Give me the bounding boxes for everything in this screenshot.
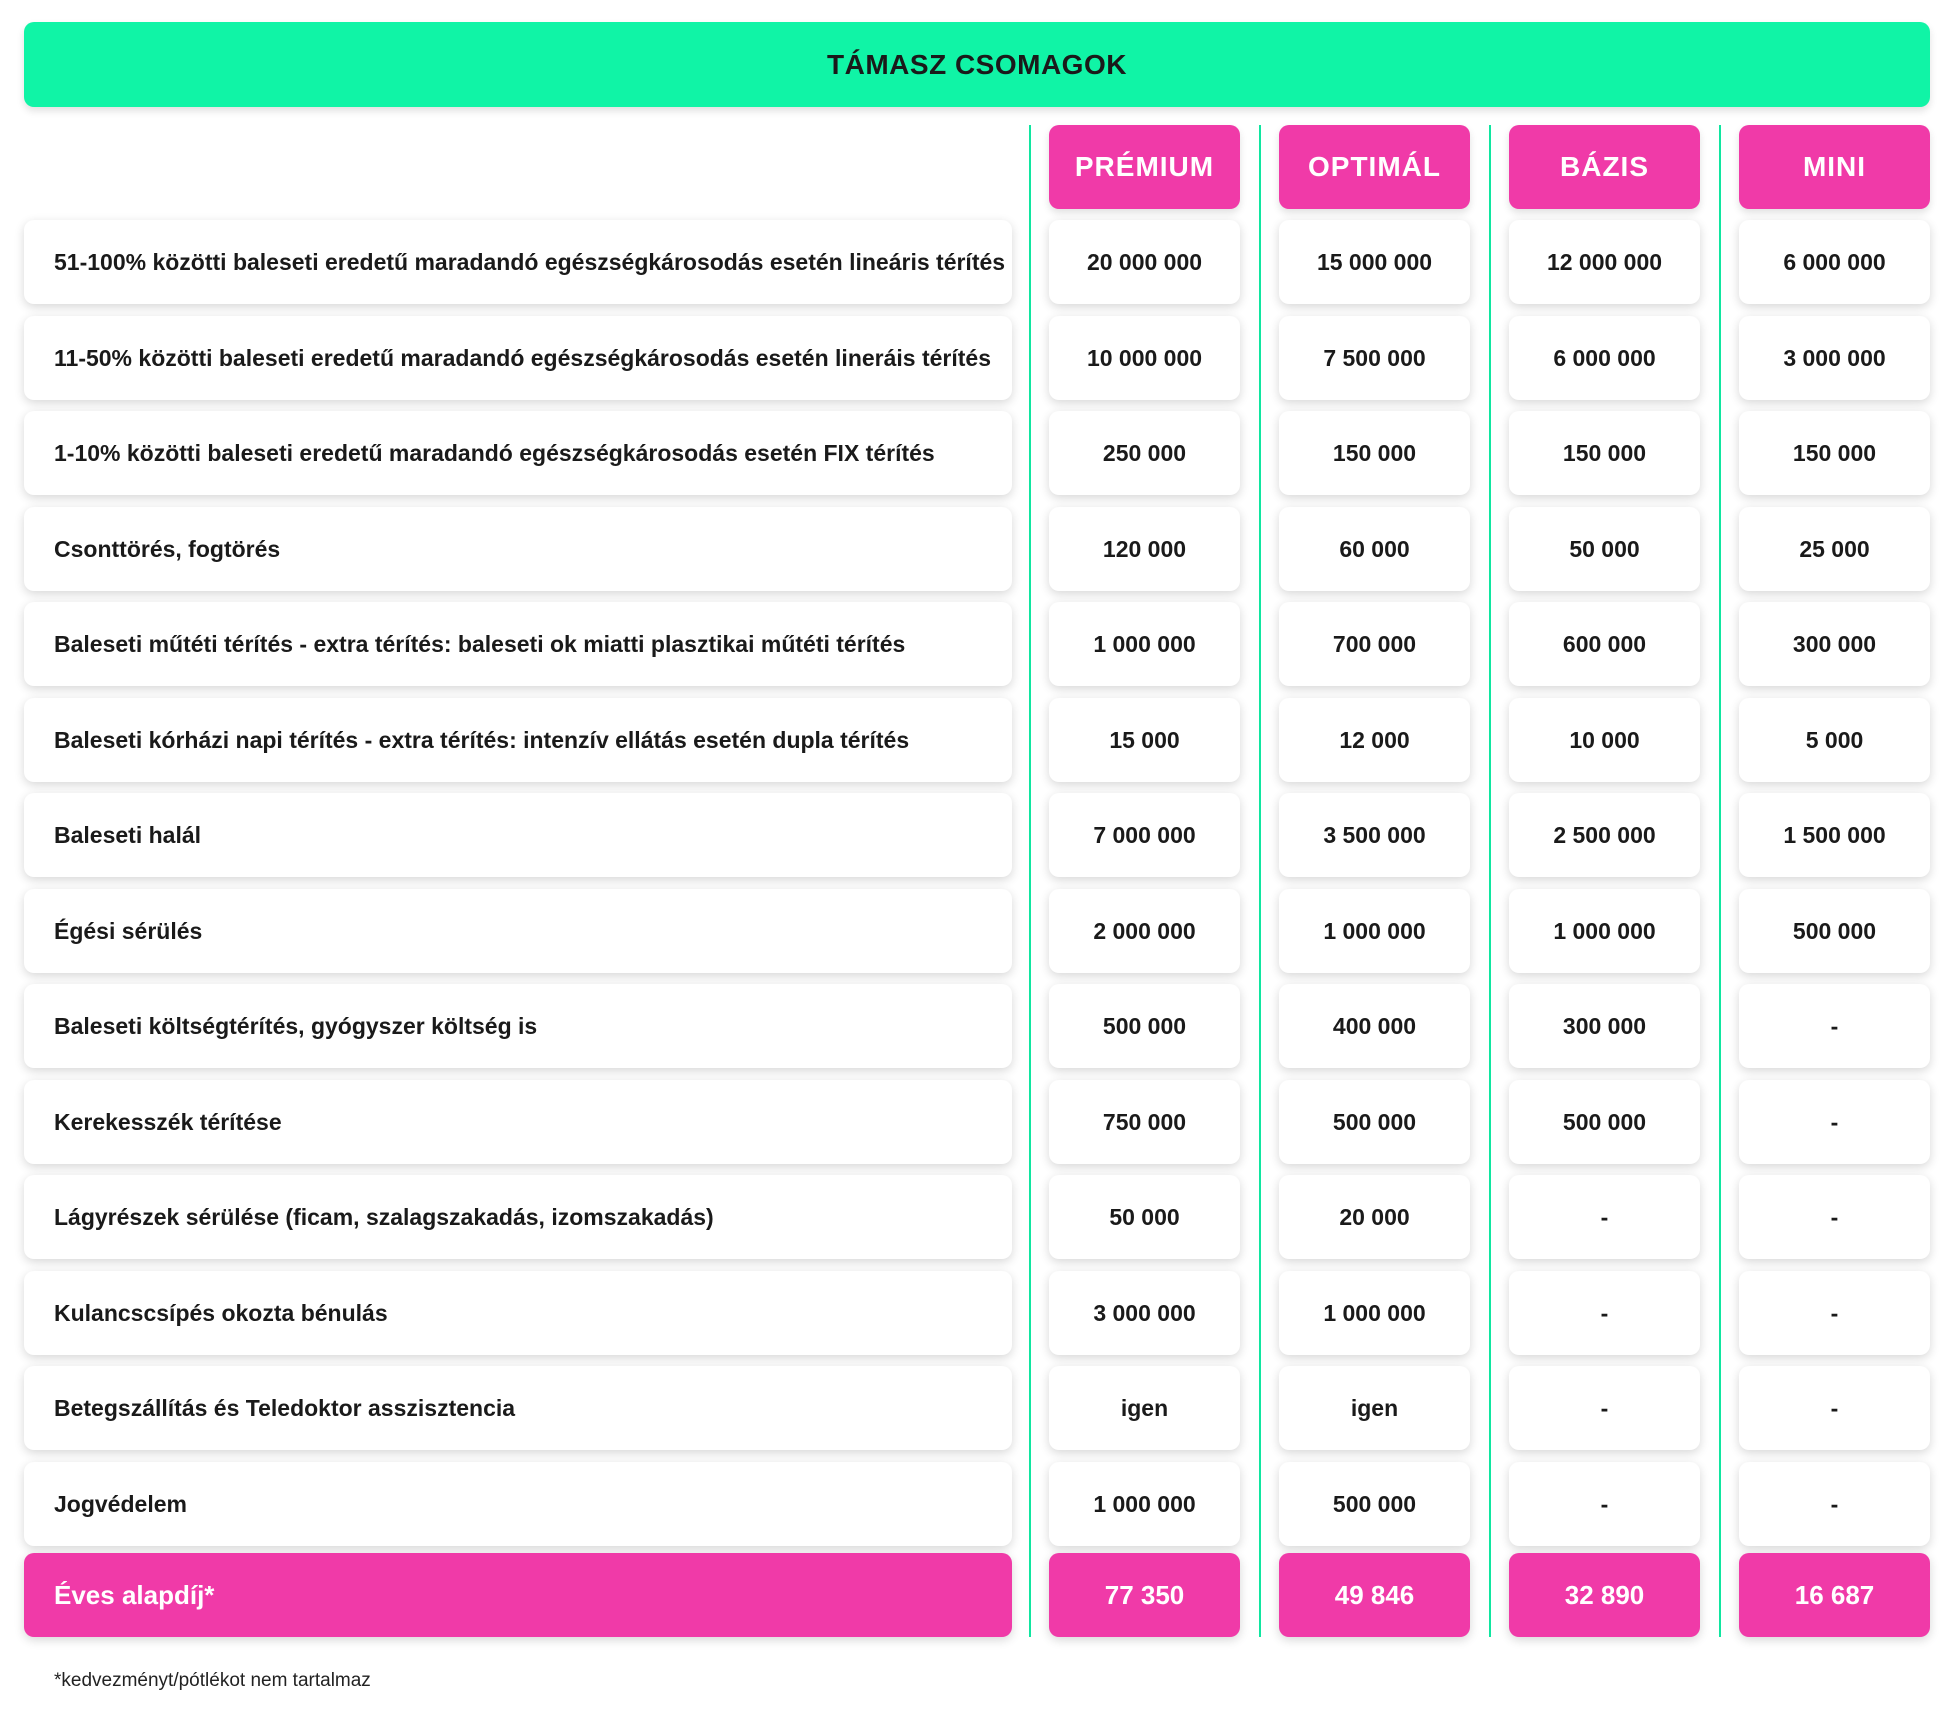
package-header-optimal: OPTIMÁL	[1279, 125, 1470, 209]
benefit-value: 6 000 000	[1509, 316, 1700, 400]
benefit-value: -	[1739, 1462, 1930, 1546]
benefit-value: 2 500 000	[1509, 793, 1700, 877]
benefit-value: 10 000 000	[1049, 316, 1240, 400]
benefit-value: 150 000	[1739, 411, 1930, 495]
benefit-value: 250 000	[1049, 411, 1240, 495]
column-divider	[1489, 125, 1491, 1637]
benefit-label: Kerekesszék térítése	[24, 1080, 1012, 1164]
benefit-value: igen	[1049, 1366, 1240, 1450]
benefit-value: 400 000	[1279, 984, 1470, 1068]
annual-fee-premium: 77 350	[1049, 1553, 1240, 1637]
annual-fee-bazis: 32 890	[1509, 1553, 1700, 1637]
annual-fee-label: Éves alapdíj*	[24, 1553, 1012, 1637]
benefit-label: Csonttörés, fogtörés	[24, 507, 1012, 591]
benefit-label: 1-10% közötti baleseti eredetű maradandó egészségkárosodás esetén FIX térítés	[24, 411, 1012, 495]
benefit-value: igen	[1279, 1366, 1470, 1450]
benefit-label: Baleseti műtéti térítés - extra térítés: baleseti ok miatti plasztikai műtéti térítés	[24, 602, 1012, 686]
benefit-value: 500 000	[1279, 1080, 1470, 1164]
benefit-value: 500 000	[1739, 889, 1930, 973]
benefit-value: 150 000	[1509, 411, 1700, 495]
benefit-label: Baleseti halál	[24, 793, 1012, 877]
benefit-value: 1 000 000	[1049, 1462, 1240, 1546]
benefit-label: Égési sérülés	[24, 889, 1012, 973]
benefit-value: 150 000	[1279, 411, 1470, 495]
annual-fee-mini: 16 687	[1739, 1553, 1930, 1637]
benefit-value: 500 000	[1049, 984, 1240, 1068]
benefit-value: 1 000 000	[1279, 1271, 1470, 1355]
annual-fee-optimal: 49 846	[1279, 1553, 1470, 1637]
benefit-value: 750 000	[1049, 1080, 1240, 1164]
package-header-premium: PRÉMIUM	[1049, 125, 1240, 209]
benefit-value: 15 000	[1049, 698, 1240, 782]
benefit-label: Jogvédelem	[24, 1462, 1012, 1546]
footnote: *kedvezményt/pótlékot nem tartalmaz	[54, 1670, 371, 1691]
benefit-value: -	[1739, 1175, 1930, 1259]
benefit-value: 1 000 000	[1509, 889, 1700, 973]
benefit-value: 5 000	[1739, 698, 1930, 782]
benefit-value: 300 000	[1739, 602, 1930, 686]
benefit-label: Baleseti kórházi napi térítés - extra térítés: intenzív ellátás esetén dupla térítés	[24, 698, 1012, 782]
benefit-value: 700 000	[1279, 602, 1470, 686]
benefit-value: 1 000 000	[1049, 602, 1240, 686]
benefit-value: 1 000 000	[1279, 889, 1470, 973]
package-header-bazis: BÁZIS	[1509, 125, 1700, 209]
benefit-value: 7 000 000	[1049, 793, 1240, 877]
column-divider	[1719, 125, 1721, 1637]
benefit-value: 12 000 000	[1509, 220, 1700, 304]
benefit-value: 15 000 000	[1279, 220, 1470, 304]
benefit-value: 25 000	[1739, 507, 1930, 591]
benefit-value: 60 000	[1279, 507, 1470, 591]
benefit-label: Lágyrészek sérülése (ficam, szalagszakadás, izomszakadás)	[24, 1175, 1012, 1259]
benefit-value: 3 000 000	[1049, 1271, 1240, 1355]
benefit-value: 600 000	[1509, 602, 1700, 686]
benefit-value: 120 000	[1049, 507, 1240, 591]
benefit-value: 1 500 000	[1739, 793, 1930, 877]
benefit-value: -	[1739, 1366, 1930, 1450]
page-title: TÁMASZ CSOMAGOK	[24, 22, 1930, 107]
benefit-value: 3 500 000	[1279, 793, 1470, 877]
benefit-value: 2 000 000	[1049, 889, 1240, 973]
benefit-value: 12 000	[1279, 698, 1470, 782]
benefit-label: Baleseti költségtérítés, gyógyszer költség is	[24, 984, 1012, 1068]
benefit-label: 11-50% közötti baleseti eredetű maradandó egészségkárosodás esetén lineráis térítés	[24, 316, 1012, 400]
benefit-value: -	[1509, 1462, 1700, 1546]
column-divider	[1029, 125, 1031, 1637]
benefit-label: 51-100% közötti baleseti eredetű maradandó egészségkárosodás esetén lineáris térítés	[24, 220, 1012, 304]
benefit-value: 20 000 000	[1049, 220, 1240, 304]
benefit-value: 300 000	[1509, 984, 1700, 1068]
benefit-value: 500 000	[1509, 1080, 1700, 1164]
benefit-value: 50 000	[1509, 507, 1700, 591]
benefit-value: -	[1739, 1080, 1930, 1164]
benefit-value: 3 000 000	[1739, 316, 1930, 400]
benefit-value: -	[1739, 984, 1930, 1068]
benefit-label: Kulancscsípés okozta bénulás	[24, 1271, 1012, 1355]
benefit-value: -	[1509, 1175, 1700, 1259]
benefit-value: -	[1509, 1271, 1700, 1355]
benefit-value: 50 000	[1049, 1175, 1240, 1259]
benefit-value: 20 000	[1279, 1175, 1470, 1259]
package-header-mini: MINI	[1739, 125, 1930, 209]
benefit-value: 500 000	[1279, 1462, 1470, 1546]
benefit-label: Betegszállítás és Teledoktor asszisztencia	[24, 1366, 1012, 1450]
benefit-value: 10 000	[1509, 698, 1700, 782]
benefit-value: 7 500 000	[1279, 316, 1470, 400]
benefit-value: -	[1509, 1366, 1700, 1450]
column-divider	[1259, 125, 1261, 1637]
benefit-value: 6 000 000	[1739, 220, 1930, 304]
benefit-value: -	[1739, 1271, 1930, 1355]
